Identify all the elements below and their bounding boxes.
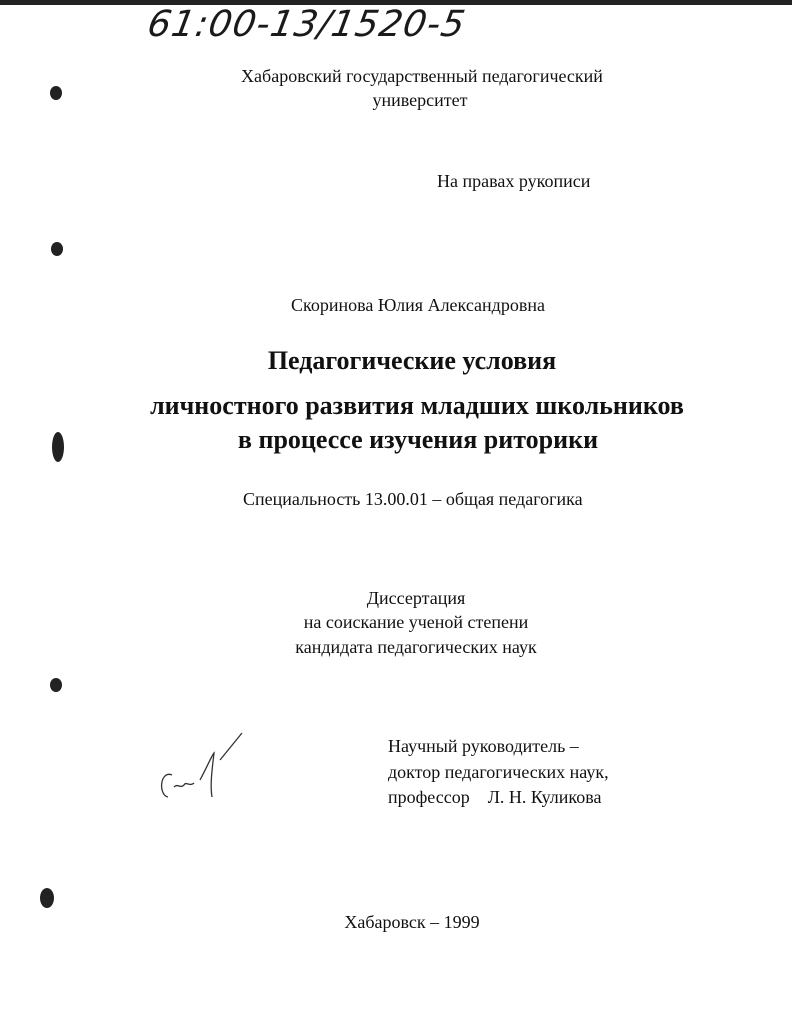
- supervisor-line-2: доктор педагогических наук,: [388, 762, 609, 782]
- supervisor-line-1: Научный руководитель –: [388, 736, 579, 756]
- punch-hole-mark: [52, 432, 64, 462]
- title-line-1: Педагогические условия: [267, 346, 557, 375]
- punch-hole-mark: [50, 678, 62, 692]
- degree-line-3: кандидата педагогических наук: [295, 637, 537, 657]
- title-line-2: личностного развития младших школьников: [150, 391, 684, 420]
- punch-hole-mark: [51, 242, 63, 256]
- degree-line-2: на соискание ученой степени: [303, 612, 529, 632]
- city-year: Хабаровск – 1999: [344, 912, 480, 932]
- archive-number-handwritten: 61:00-13/1520-5: [144, 4, 469, 45]
- degree-line-1: Диссертация: [366, 588, 466, 608]
- punch-hole-mark: [40, 888, 54, 908]
- title-line-3: в процессе изучения риторики: [237, 425, 599, 454]
- specialty: Специальность 13.00.01 – общая педагогика: [243, 489, 583, 509]
- handwritten-signature: [150, 725, 250, 810]
- institution-line-2: университет: [372, 90, 468, 110]
- manuscript-note: На правах рукописи: [437, 171, 591, 191]
- supervisor-line-3: профессор Л. Н. Куликова: [388, 787, 602, 807]
- punch-hole-mark: [50, 86, 62, 100]
- institution-line-1: Хабаровский государственный педагогический: [241, 66, 603, 86]
- author-name: Скоринова Юлия Александровна: [291, 295, 545, 315]
